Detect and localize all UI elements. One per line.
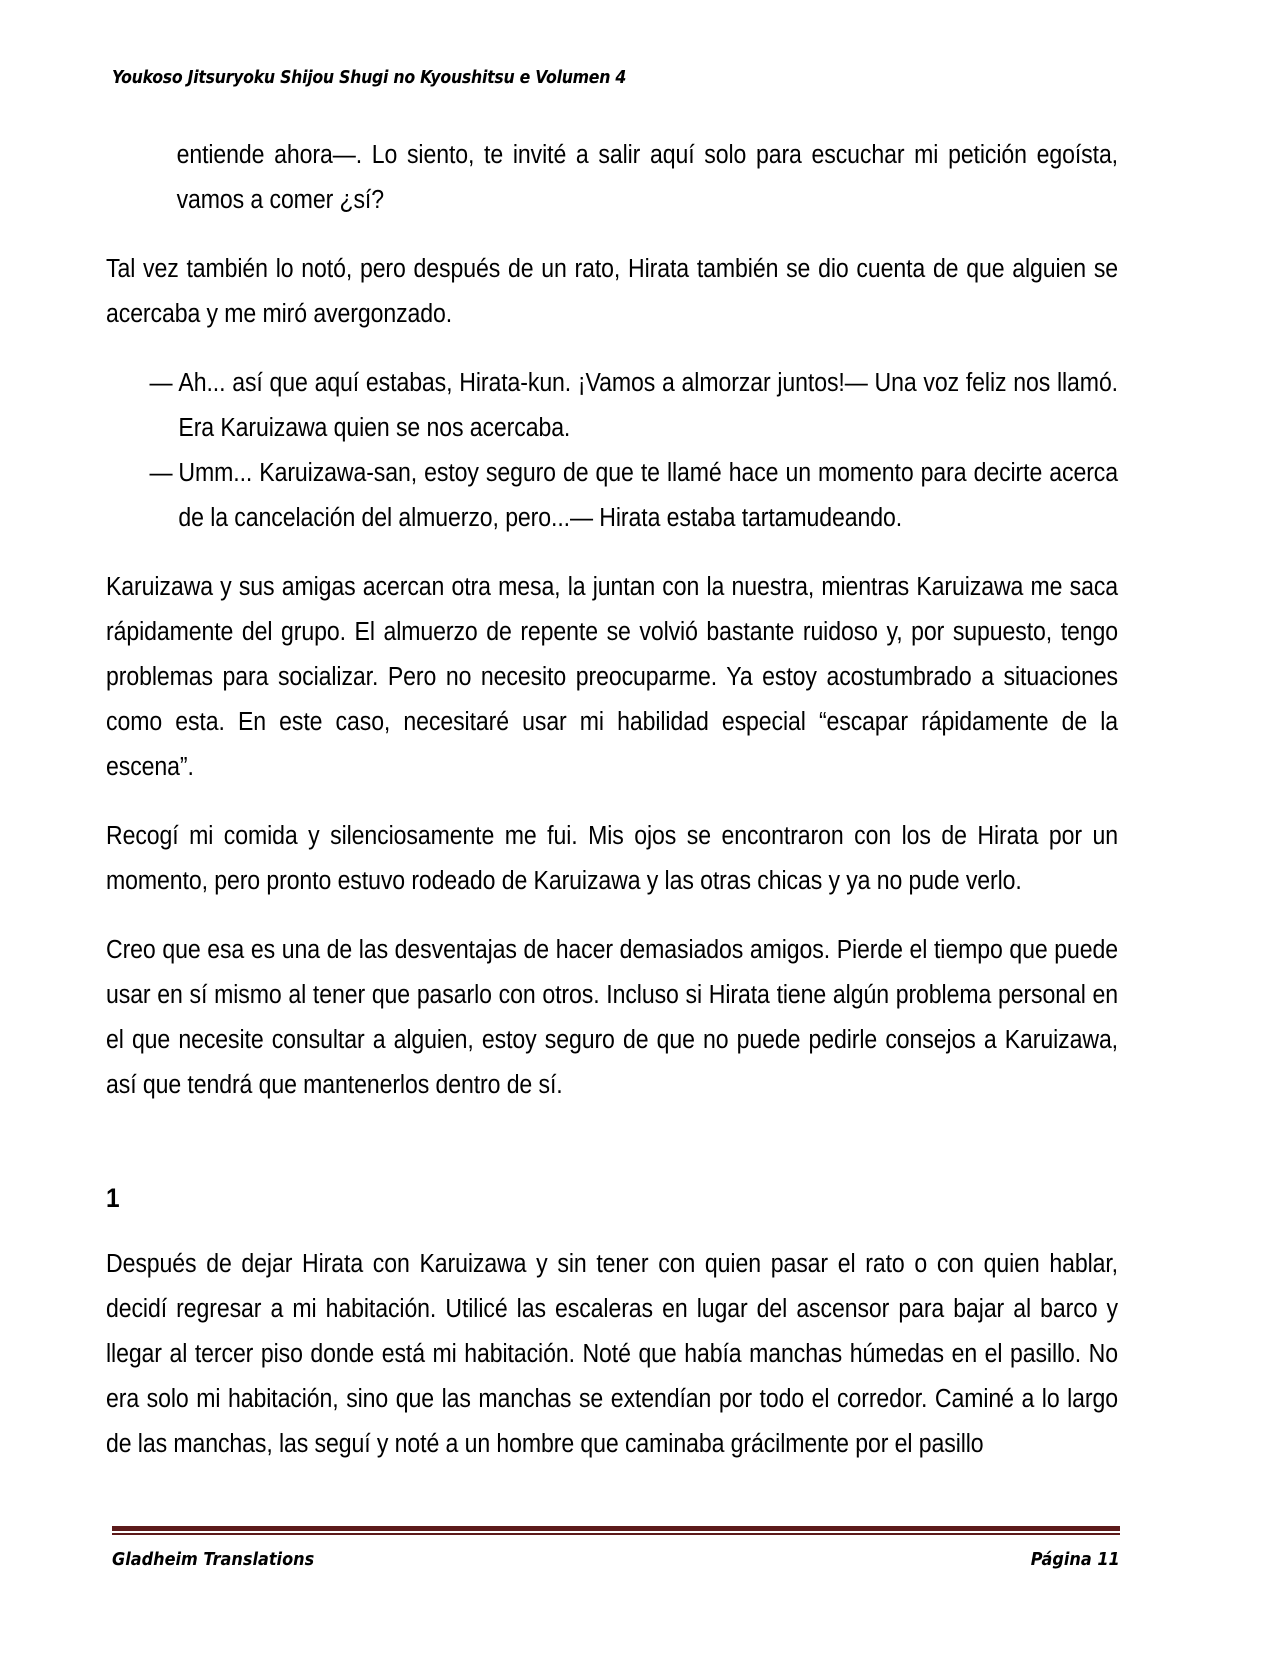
footer-page-number: Página 11 (1030, 1550, 1120, 1570)
dialogue-list (106, 361, 1118, 541)
page-footer (112, 1526, 1120, 1570)
footer-row (112, 1550, 1120, 1570)
footer-translator: Gladheim Translations (112, 1550, 315, 1570)
paragraph-4: Recogí mi comida y silenciosamente me fui. Mis ojos se encontraron con los de Hirata por un momento, pero pronto estuvo rodeado de Karuizawa y las otras chicas y ya no pude verlo. (106, 822, 1119, 895)
paragraph-3: Karuizawa y sus amigas acercan otra mesa, la juntan con la nuestra, mientras Karuizawa me saca rápidamente del grupo. El almuerzo de repente se volvió bastante ruidoso y, por supuesto, tengo problemas para socializar. Pero no necesito preocuparme. Ya estoy acostumbrado a situaciones como esta. En este caso, necesitaré usar mi habilidad especial “escapar rápidamente de la escena”. (106, 573, 1119, 781)
dialogue-dash-icon: — (149, 459, 173, 487)
paragraph-5: Creo que esa es una de las desventajas de hacer demasiados amigos. Pierde el tiempo que puede usar en sí mismo al tener que pasarlo con otros. Incluso si Hirata tiene algún problema personal en el que necesite consultar a alguien, estoy seguro de que no puede pedirle consejos a Karuizawa, así que tendrá que mantenerlos dentro de sí. (106, 936, 1119, 1099)
list-item (106, 451, 1118, 541)
dialogue-text: Umm... Karuizawa-san, estoy seguro de que te llamé hace un momento para decirte acerca de la cancelación del almuerzo, pero...— Hirata estaba tartamudeando. (178, 459, 1119, 532)
paragraph-continuation: entiende ahora—. Lo siento, te invité a salir aquí solo para escuchar mi petición egoísta, vamos a comer ¿sí? (176, 141, 1119, 214)
dialogue-dash-icon: — (149, 369, 173, 397)
paragraph-6: Después de dejar Hirata con Karuizawa y sin tener con quien pasar el rato o con quien hablar, decidí regresar a mi habitación. Utilicé las escaleras en lugar del ascensor para bajar al barco y llegar al tercer piso donde está mi habitación. Noté que había manchas húmedas en el pasillo. No era solo mi habitación, sino que las manchas se extendían por todo el corredor. Caminé a lo largo de las manchas, las seguí y noté a un hombre que caminaba grácilmente por el pasillo (106, 1250, 1119, 1458)
paragraph-2: Tal vez también lo notó, pero después de un rato, Hirata también se dio cuenta de que alguien se acercaba y me miró avergonzado. (106, 255, 1119, 328)
header-title: Youkoso Jitsuryoku Shijou Shugi no Kyoushitsu e Volumen 4 (112, 68, 627, 88)
running-header (112, 68, 1122, 88)
dialogue-text: Ah... así que aquí estabas, Hirata-kun. ¡Vamos a almorzar juntos!— Una voz feliz nos llamó. Era Karuizawa quien se nos acercaba. (178, 369, 1119, 442)
footer-rule-thin (112, 1533, 1120, 1535)
list-item (106, 361, 1118, 451)
document-body (106, 133, 1118, 1491)
section-heading: 1 (106, 1183, 120, 1213)
